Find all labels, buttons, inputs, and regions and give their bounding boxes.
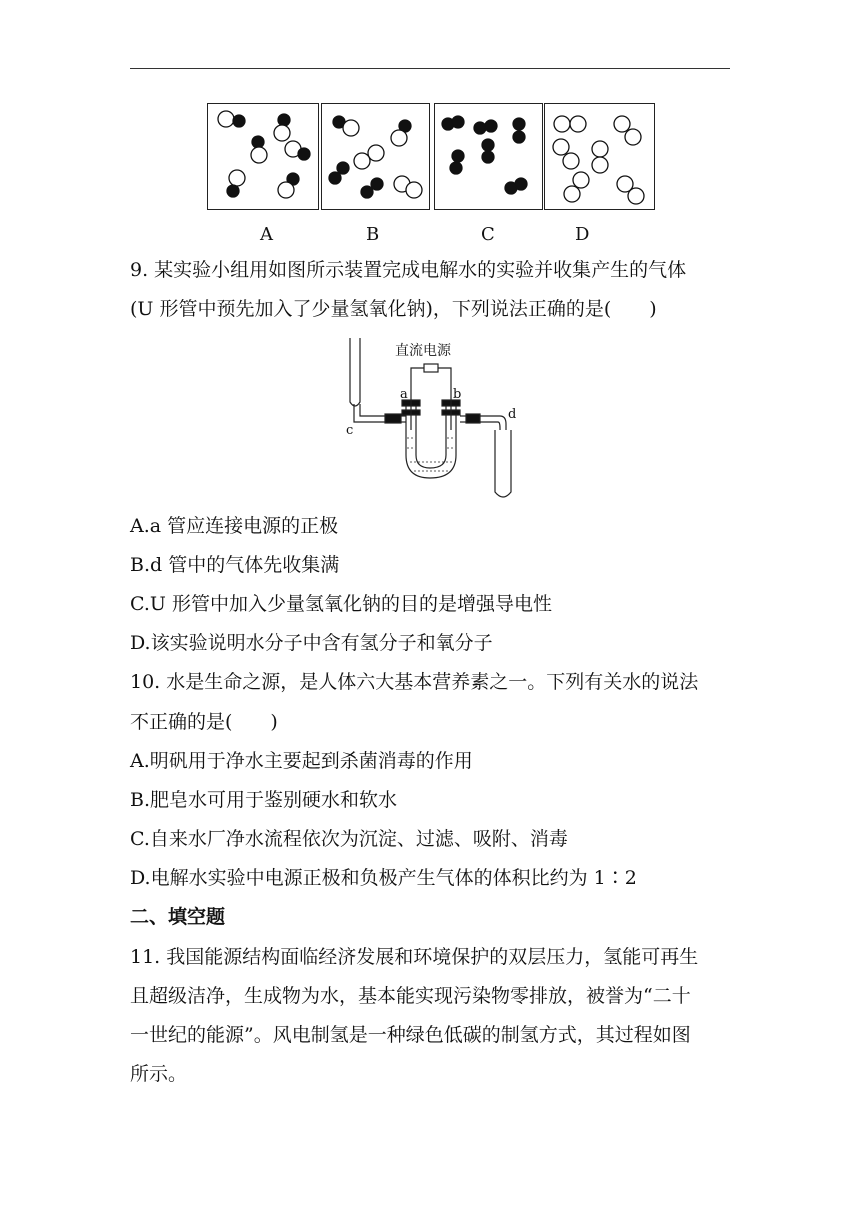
tube-c-label: c (346, 423, 354, 438)
q10-option-c: C.自来水厂净水流程依次为沉淀、过滤、吸附、消毒 (130, 828, 568, 850)
q10-stem-line1: 10. 水是生命之源，是人体六大基本营养素之一。下列有关水的说法 (130, 671, 699, 693)
q9-stem-line2: (U 形管中预先加入了少量氢氧化钠)，下列说法正确的是( ) (130, 298, 657, 320)
q10-option-d: D.电解水实验中电源正极和负极产生气体的体积比约为 1∶2 (130, 867, 637, 889)
particle-figure (207, 103, 655, 211)
tube-d-label: d (508, 407, 517, 422)
q9-stem-line1: 9. 某实验小组用如图所示装置完成电解水的实验并收集产生的气体 (130, 259, 687, 281)
q10-option-b: B.肥皂水可用于鉴别硬水和软水 (130, 789, 398, 811)
particle-box-c-drawing (435, 104, 544, 211)
particle-box-d-drawing (545, 104, 656, 211)
apparatus-drawing (340, 330, 540, 505)
particle-box-a (207, 103, 319, 210)
q11-line4: 所示。 (130, 1063, 188, 1085)
q10-stem-line2: 不正确的是( ) (130, 711, 278, 733)
particle-box-b (321, 103, 430, 210)
q9-option-c: C.U 形管中加入少量氢氧化钠的目的是增强导电性 (130, 593, 552, 615)
section-heading: 二、填空题 (130, 906, 226, 928)
apparatus-title: 直流电源 (395, 343, 451, 359)
q11-line3: 一世纪的能源”。风电制氢是一种绿色低碳的制氢方式，其过程如图 (130, 1024, 691, 1046)
electrolysis-apparatus (340, 330, 540, 509)
label-a: A (260, 224, 273, 245)
particle-box-d (544, 103, 655, 210)
q9-option-a: A.a 管应连接电源的正极 (130, 515, 339, 537)
q10-option-a: A.明矾用于净水主要起到杀菌消毒的作用 (130, 750, 473, 772)
electrode-b-label: b (453, 387, 462, 402)
q9-option-d: D.该实验说明水分子中含有氢分子和氧分子 (130, 632, 493, 654)
particle-box-c (434, 103, 543, 210)
particle-box-a-drawing (208, 104, 320, 211)
q11-line1: 11. 我国能源结构面临经济发展和环境保护的双层压力，氢能可再生 (130, 946, 699, 968)
q9-option-b: B.d 管中的气体先收集满 (130, 554, 340, 576)
label-d: D (575, 224, 590, 245)
header-rule (130, 68, 730, 69)
particle-box-b-drawing (322, 104, 431, 211)
q11-line2: 且超级洁净，生成物为水，基本能实现污染物零排放，被誉为“二十 (130, 985, 691, 1007)
label-c: C (481, 224, 495, 245)
electrode-a-label: a (400, 387, 408, 402)
label-b: B (366, 224, 380, 245)
